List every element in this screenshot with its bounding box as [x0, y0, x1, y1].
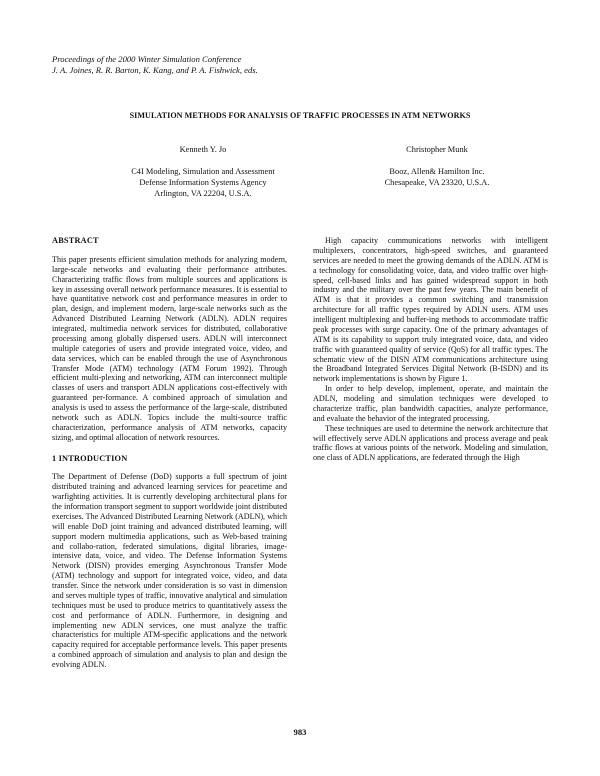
- author-block-2: [317, 144, 557, 188]
- page-number: 983: [293, 727, 307, 737]
- author-block-1: [83, 144, 323, 199]
- author-affiliation: C4I Modeling, Simulation and Assessment: [131, 167, 275, 176]
- right-column: [313, 236, 548, 463]
- author-org: Defense Information Systems Agency: [139, 178, 267, 187]
- author-affiliation: Booz, Allen& Hamilton Inc.: [389, 167, 485, 176]
- left-column: [52, 236, 287, 669]
- intro-paragraph-3: In order to help develop, implement, operate, and maintain the ADLN, modeling and simulation techniques were developed to characterize traffic, plan bandwidth capacities, analyze performance, and evaluate the behavior of the integrated processing.: [313, 384, 548, 423]
- author-location: Chesapeake, VA 23320, U.S.A.: [384, 178, 490, 187]
- abstract-text: This paper presents efficient simulation methods for analyzing modern, large-scale networks and evaluating their performance attributes. Characterizing traffic flows from multiple sources and applications is key in assessing overall network performance measures. It is essential to have quantitative network cost and performance measures in order to plan, design, and implement modern, large-scale networks such as the Advanced Distributed Learning Network (ADLN). ADLN requires integrated, multimedia network services for distributed, collaborative processing among globally dispersed users. ADLN will interconnect multiple categories of users and provide integrated voice, video, and data services, which can be enabled through the use of Asynchronous Transfer Mode (ATM) technology (ATM Forum 1992). Through efficient multi-plexing and networking, ATM can interconnect multiple classes of users and transport ADLN applications cost-effectively with guaranteed per-formance. A combined approach of simulation and analysis is used to assess the performance of the large-scale, distributed network such as ADLN. Topics include the multi-source traffic characterization, performance analysis of ATM networks, capacity sizing, and optimal allocation of network resources.: [52, 254, 287, 442]
- abstract-heading: ABSTRACT: [52, 236, 99, 245]
- paper-title: SIMULATION METHODS FOR ANALYSIS OF TRAFFIC PROCESSES IN ATM NETWORKS: [129, 111, 471, 120]
- intro-paragraph-1: The Department of Defense (DoD) supports a full spectrum of joint distributed training and advanced learning services for peacetime and warfighting activities. It is currently developing architectural plans for the information transport segment to support worldwide joint distributed exercises. The Advanced Distributed Learning Network (ADLN), which will enable DoD joint training and advanced distributed learning, will support modern multimedia applications, such as Web-based training and collabo-ration, federated simulations, digital libraries, image-intensive data, voice, and video. The Defense Information Systems Network (DISN) provides emerging Asynchronous Transfer Mode (ATM) technology and support for integrated voice, video, and data transfer. Since the network under consideration is so vast in dimension and serves multiple types of traffic, innovative analytical and simulation techniques must be used to produce metrics to quantitatively assess the cost and performance of ADLN. Furthermore, in designing and implementing new ADLN services, one must analyze the traffic characteristics for multiple ATM-specific applications and the network capacity required for acceptable performance levels. This paper presents a combined approach of simulation and analysis to plan and design the evolving ADLN.: [52, 472, 287, 669]
- author-location: Arlington, VA 22204, U.S.A.: [154, 189, 252, 198]
- intro-paragraph-2: High capacity communications networks with intelligent multiplexers, concentrators, high-speed switches, and guaranteed services are needed to meet the growing demands of the ADLN. ATM is a technology for consolidating voice, data, and video traffic over high-speed, cell-based links and has gained widespread support in both industry and the military over the past few years. The main benefit of ATM is that it provides a common switching and transmission architecture for all traffic types required by ADLN users. ATM uses intelligent multiplexing and buffer-ing methods to accommodate traffic peak processes with surge capacity. One of the primary advantages of ATM is its capability to support truly integrated voice, data, and video traffic with guaranteed quality of service (QoS) for all traffic types. The schematic view of the DISN ATM communications architecture using the Broadband Integrated Services Digital Network (B-ISDN) and its network implementations is shown by Figure 1.: [313, 236, 548, 384]
- author-name: Kenneth Y. Jo: [179, 145, 227, 154]
- editors-line: J. A. Joines, R. R. Barton, K. Kang, and P. A. Fishwick, eds.: [52, 65, 258, 75]
- author-name: Christopher Munk: [406, 145, 468, 154]
- proceedings-header: [52, 54, 452, 76]
- intro-paragraph-4: These techniques are used to determine the network architecture that will effectively serve ADLN applications and process average and peak traffic flows at various points of the network. Modeling and simulation, one class of ADLN applications, are federated through the High: [313, 423, 548, 463]
- proceedings-line: Proceedings of the 2000 Winter Simulation Conference: [52, 54, 242, 64]
- introduction-heading: 1 INTRODUCTION: [52, 453, 128, 463]
